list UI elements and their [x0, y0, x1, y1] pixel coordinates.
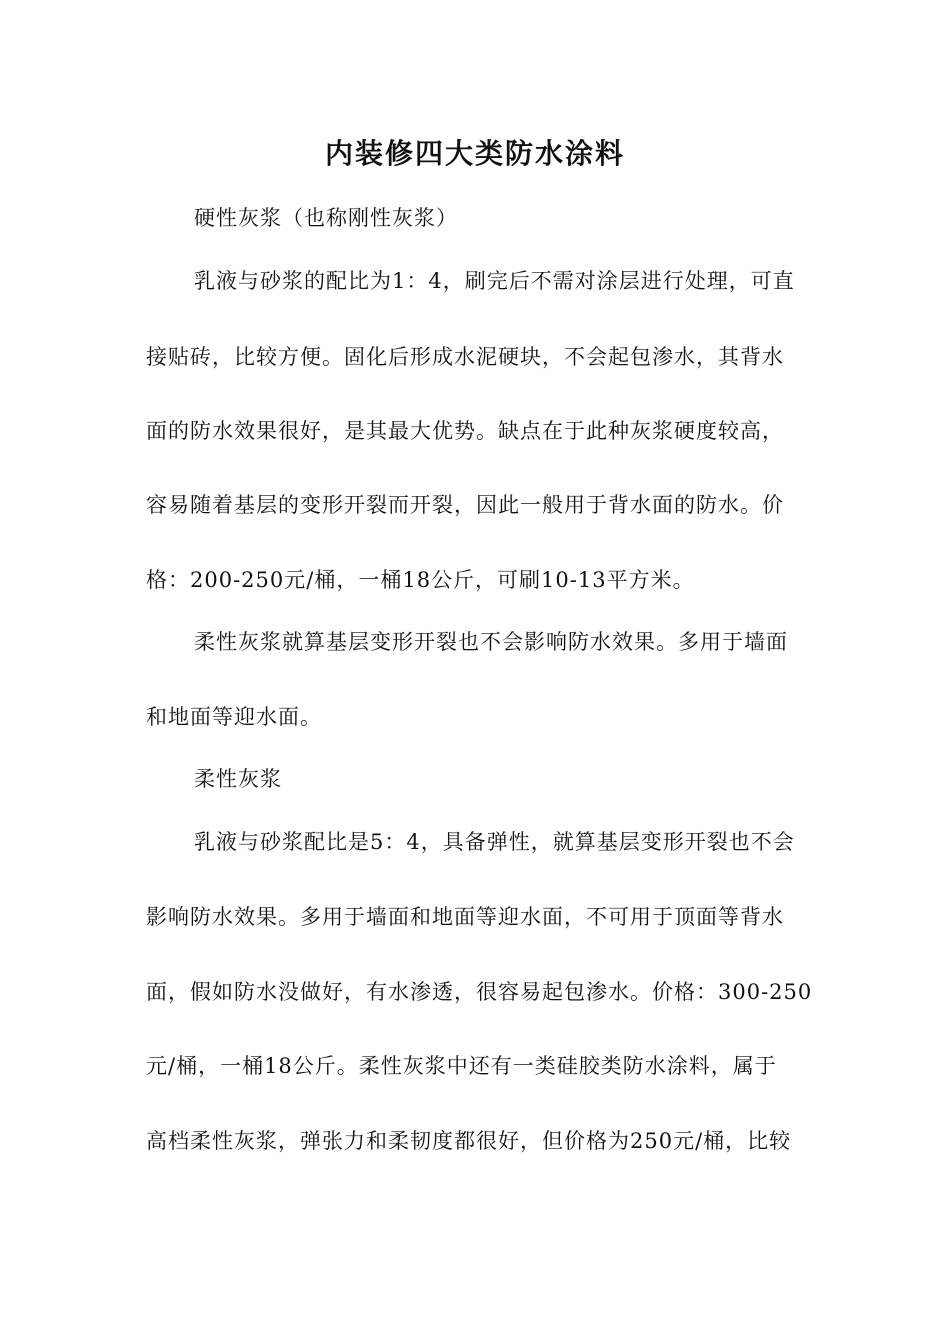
paragraph-line: 格：200-250元/桶，一桶18公斤，可刷10-13平方米。: [146, 568, 695, 592]
paragraph-line: 元/桶，一桶18公斤。柔性灰浆中还有一类硅胶类防水涂料，属于: [146, 1054, 777, 1078]
paragraph-line: 高档柔性灰浆，弹张力和柔韧度都很好，但价格为250元/桶，比较: [146, 1129, 792, 1153]
paragraph-line: 容易随着基层的变形开裂而开裂，因此一般用于背水面的防水。价: [146, 493, 784, 517]
page-title: 内装修四大类防水涂料: [324, 137, 625, 170]
paragraph-line: 影响防水效果。多用于墙面和地面等迎水面，不可用于顶面等背水: [146, 905, 784, 929]
paragraph-line: 柔性灰浆就算基层变形开裂也不会影响防水效果。多用于墙面: [194, 630, 788, 654]
paragraph-line: 面，假如防水没做好，有水渗透，很容易起包渗水。价格：300-250: [146, 980, 813, 1004]
section-heading-rigid-mortar: 硬性灰浆（也称刚性灰浆）: [194, 206, 458, 230]
section-heading-flexible-mortar: 柔性灰浆: [194, 767, 282, 791]
paragraph-line: 和地面等迎水面。: [146, 705, 322, 729]
paragraph-line: 接贴砖，比较方便。固化后形成水泥硬块，不会起包渗水，其背水: [146, 345, 784, 369]
paragraph-line: 乳液与砂浆配比是5：4，具备弹性，就算基层变形开裂也不会: [194, 830, 795, 854]
paragraph-line: 乳液与砂浆的配比为1：4，刷完后不需对涂层进行处理，可直: [194, 269, 795, 293]
paragraph-line: 面的防水效果很好，是其最大优势。缺点在于此种灰浆硬度较高，: [146, 419, 784, 443]
